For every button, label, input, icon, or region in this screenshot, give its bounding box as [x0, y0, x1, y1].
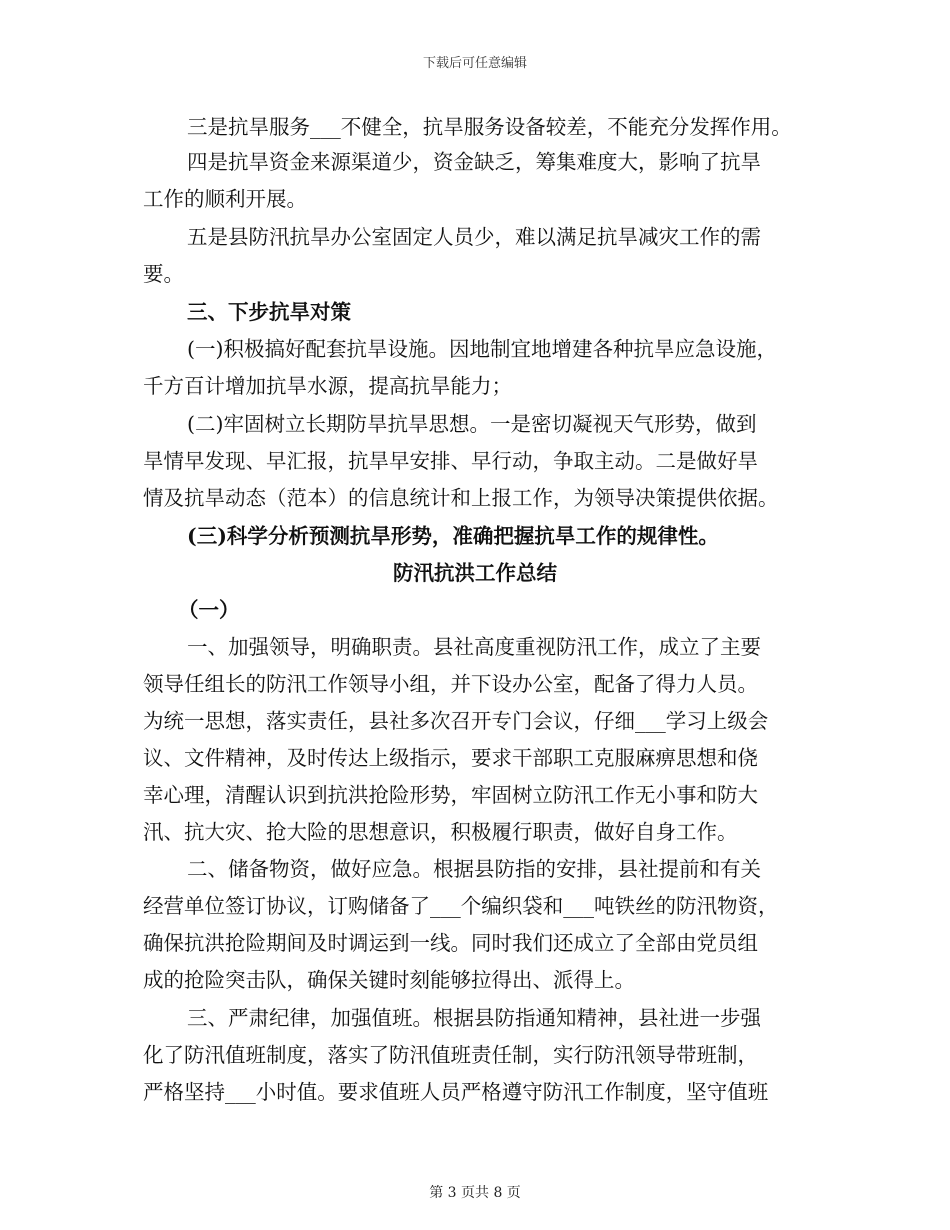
- text-line: 三、严肃纪律，加强值班。根据县防指通知精神，县社进一步强: [187, 1006, 761, 1030]
- page-header-note: 下载后可任意编辑: [422, 56, 527, 71]
- text-line: 确保抗洪抢险期间及时调运到一线。同时我们还成立了全部由党员组: [143, 931, 758, 955]
- text-line: 五是县防汛抗旱办公室固定人员少，难以满足抗旱减灾工作的需: [187, 225, 761, 249]
- subsection-heading: （一）: [178, 598, 240, 622]
- text-line: 为统一思想，落实责任，县社多次召开专门会议，仔细___学习上级会: [143, 709, 769, 733]
- text-line: 千方百计增加抗旱水源，提高抗旱能力；: [143, 374, 512, 398]
- text-line: 议、文件精神，及时传达上级指示，要求干部职工克服麻痹思想和侥: [143, 746, 758, 770]
- text-line: 情及抗旱动态（范本）的信息统计和上报工作，为领导决策提供依据。: [143, 486, 779, 510]
- text-line: 领导任组长的防汛工作领导小组，并下设办公室，配备了得力人员。: [143, 672, 758, 696]
- text-line: 幸心理，清醒认识到抗洪抢险形势，牢固树立防汛工作无小事和防大: [143, 783, 758, 807]
- text-line: (二)牢固树立长期防旱抗旱思想。一是密切凝视天气形势，做到: [187, 412, 757, 436]
- text-line: 经营单位签订协议，订购储备了___个编织袋和___吨铁丝的防汛物资，: [143, 894, 779, 918]
- text-line: 四是抗旱资金来源渠道少，资金缺乏，筹集难度大，影响了抗旱: [187, 150, 761, 174]
- text-line: 二、储备物资，做好应急。根据县防指的安排，县社提前和有关: [187, 857, 761, 881]
- text-line: 旱情早发现、早汇报，抗旱早安排、早行动，争取主动。二是做好旱: [143, 449, 758, 473]
- bold-paragraph: (三)科学分析预测抗旱形势，准确把握抗旱工作的规律性。: [187, 524, 719, 548]
- text-line: 要。: [143, 262, 184, 286]
- text-line: 成的抢险突击队，确保关键时刻能够拉得出、派得上。: [143, 968, 635, 992]
- page-number-footer: 第 3 页共 8 页: [429, 1185, 521, 1201]
- text-line: 化了防汛值班制度，落实了防汛值班责任制，实行防汛领导带班制，: [143, 1043, 758, 1067]
- text-line: (一)积极搞好配套抗旱设施。因地制宜地增建各种抗旱应急设施，: [187, 337, 777, 361]
- text-line: 汛、抗大灾、抢大险的思想意识，积极履行职责，做好自身工作。: [143, 820, 738, 844]
- text-line: 工作的顺利开展。: [143, 187, 307, 211]
- text-line: 严格坚持___小时值。要求值班人员严格遵守防汛工作制度，坚守值班: [143, 1080, 769, 1104]
- article-title: 防汛抗洪工作总结: [393, 561, 557, 585]
- text-line: 一、加强领导，明确职责。县社高度重视防汛工作，成立了主要: [187, 635, 761, 659]
- text-line: 三是抗旱服务___不健全，抗旱服务设备较差，不能充分发挥作用。: [187, 115, 792, 139]
- section-heading: 三、下步抗旱对策: [187, 300, 351, 324]
